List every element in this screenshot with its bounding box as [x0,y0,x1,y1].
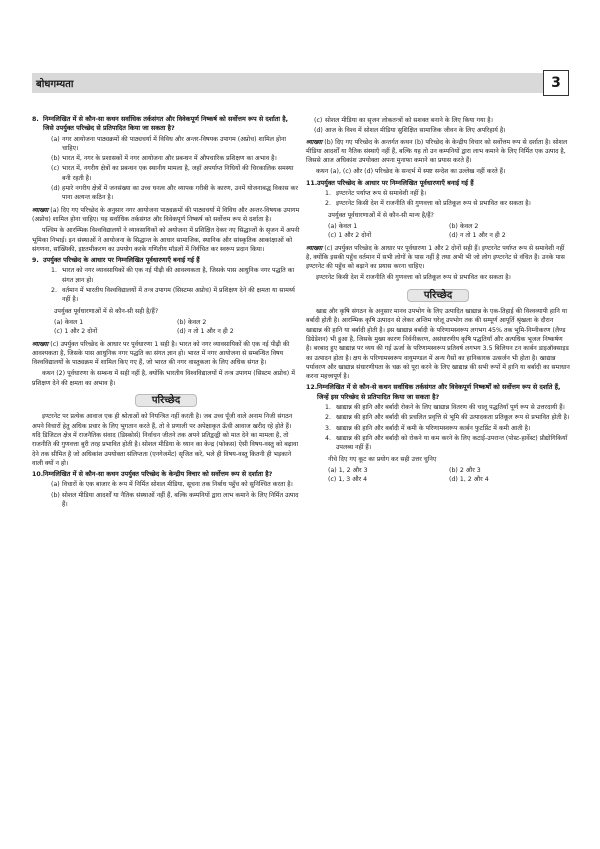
statement-1 [317,403,570,412]
option-label: (a) [51,481,60,489]
option-d [449,231,570,240]
option-text: सोशल मीडिया का सृजन लोकतन्त्रों को सशक्त बनाने के लिए किया गया है। [325,117,493,124]
option-text: न तो 1 और न ही 2 [459,232,506,240]
question-12 [306,383,570,484]
question-prompt: उपर्युक्त पूर्वधारणाओं में से कौन-सी मान्य है/हैं? [328,211,434,219]
section-heading [32,394,300,407]
question-text: निम्नलिखित में से कौन-सा कथन उपर्युक्त परिच्छेद के केन्द्रीय विचार को सर्वोत्तम रूप से दर्शाता है? [43,470,273,479]
explanation-text: (c) उपर्युक्त परिच्छेद के आधार पर पूर्वधारणा 1 सही है। भारत को नगर व्यावसायिकों की एक नई पीढ़ी की आवश्यकता है, जिसके पास आधुनिक नगर पद्धति का संगत ज्ञान हो। भारत में नगर आयोजना से सम्बन्धित विषय विश्वविद्यालयों के पाठ्यक्रम में शामिल किए गए हैं, जो भारत की नगर वास्तुकला के लिए अधिक संगत है। [32,340,290,367]
option-b [449,222,570,231]
option-text: 1, 3 और 4 [338,476,368,484]
statement-4 [317,434,570,453]
statement-label: 1. [51,267,57,275]
statement-text: खाद्यान्न की हानि और बर्बादी में कमी के परिणामस्वरूप कार्बन फुटप्रिंट में कमी आती है। [336,424,531,432]
option-text: नगर आयोजना पाठ्यक्रमों की पाठ्यचर्या में विविध और अन्तर-विषयक उपागम (अप्रोच) शामिल होना चाहिए। [62,135,287,152]
option-label: (d) [449,232,458,240]
option-label: (b) [51,155,60,163]
option-c [306,116,570,125]
option-a [43,480,300,489]
statement-label: 2. [325,200,331,208]
option-d [449,475,570,484]
option-text: भारत में, नगर के प्रशासकों में नगर आयोजना और प्रबन्धन में औपचारिक प्रशिक्षण का अभाव है। [62,155,277,163]
option-label: (b) [449,222,458,230]
option-c [328,231,449,240]
option-c [43,164,300,183]
options-grid [317,222,570,241]
header-title: बोधगम्यता [36,79,74,90]
question-11 [306,179,570,241]
statement-text: इण्टरनेट किसी देश में राजनीति की गुणवत्ता को प्रतिकूल रूप से प्रभावित कर सकता है। [336,200,531,208]
question-9 [32,256,300,336]
question-10 [32,470,300,509]
option-text: 1, 2 और 3 [338,466,368,474]
question-number: 12. [306,384,318,392]
explanation-label: व्याख्या [32,340,49,348]
passage-text: खाद्य और कृषि संगठन के अनुसार मानव उपभोग के लिए उत्पादित खाद्यान्न के एक-तिहाई की विश्वव्यापी हानि या बर्बादी होती है। आरम्भिक कृषि उत्पादन से लेकर अन्तिम घरेलू उपभोग तक की सम्पूर्ण आपूर्ति श्रृंखला के दौरान खाद्यान्न की हानि या बर्बादी होती है। इस खाद्यान्न बर्बादी के परिणामस्वरूप लगभग 45% तक भूमि-निम्नीकरण (लैण्ड डिग्रेडेशन) भी हुआ है, जिसके मुख्य कारण निर्वनीकरण, असंधारणीय कृषि पद्धतियाँ और अत्यधिक भूजल निष्कर्षण है। बरबाद हुए खाद्यान्न पर व्यय की गई ऊर्जा के परिणामस्वरूप प्रतिवर्ष लगभग 3.5 बिलियन टन कार्बन डाइऑक्साइड का उत्पादन होता है। क्षय के परिणामस्वरूप वायुमण्डल में अन्य गैसों का हानिकारक उत्सर्जन भी होता है। खाद्यान्न पर्यावरण और खाद्यान्न संधारणीयता के चक्र को पूरा करने के लिए खाद्यान्न की सभी रूपों में हानि या बर्बादी का समाधान करना महत्त्वपूर्ण है। [306,308,570,381]
question-number: 11. [306,179,318,187]
question-number: 10. [32,471,44,479]
options-grid [317,466,570,485]
statement-1 [43,266,300,285]
option-label: (c) [328,232,337,240]
option-text: 1 और 2 दोनों [64,328,98,336]
passage-text: इण्टरनेट पर प्रत्येक आवाज एक ही श्रोताओं को नियन्त्रित नहीं करती है। जब उच्च पूँजी वाले अनाम निजी संगठन अपने विचारों हेतु अधिक प्रचार के लिए भुगतान करते हैं, तो वे प्रणाली पर अपेक्षाकृत ऊँची आवाज खरीद रहे होते हैं। यदि डिजिटल क्षेत्र में राजनैतिक संवाद (डिस्कोर्स) निर्वाचन जीतने तक अपने प्रतिद्वन्द्वी को मात देने का मामला है, तो राजनीति की गुणवत्ता बुरी तरह प्रभावित होती है। सोशल मीडिया के ध्यान का केन्द्र (फोकस) ऐसी विषय-वस्तु को बढ़ावा देने तक सीमित है जो अधिकांश उपयोक्ता संलिप्तता (एनगेजमेंट) सृजित करे, भले ही विषय-वस्तु कितनी ही भड़काने वाली क्यों न हो। [32,413,299,467]
option-a [54,318,177,327]
option-text: हमारे नगरीय क्षेत्रों में जनसंख्या का उच्च घनत्व और व्यापक गरीबी के कारण, उनमें योजनाबद्ध विकास कर पाना अत्यन्त कठिन है। [62,185,298,202]
option-label: (d) [449,476,458,484]
running-header [32,73,569,93]
statement-label: 4. [325,434,331,442]
section-heading [306,289,570,302]
question-prompt: नीचे दिए गए कूट का प्रयोग कर सही उत्तर चुनिए [328,455,437,463]
explanation-text: (b) दिए गए परिच्छेद के अन्तर्गत कथन (b) परिच्छेद के केन्द्रीय विचार को सर्वोत्तम रूप से दर्शाता है। सोशल मीडिया आदर्शों या नैतिक संस्थाएँ नहीं हैं, बल्कि यह तो उन कम्पनियों द्वारा लाभ कमाने के लिए निर्मित एक उत्पाद है, जिससे आज अधिकांश उपयोक्ता अपना मुनाफा कमाने का प्रयास करते हैं। [306,138,568,165]
question-prompt: उपर्युक्त पूर्वधारणाओं में से कौन-सी सही है/हैं? [54,307,159,315]
option-c [328,475,449,484]
explanation-10-para2: कथन (a), (c) और (d) परिच्छेद के सन्दर्भ में स्पष्ट सन्देश का उल्लेख नहीं करते हैं। [316,168,506,176]
options-grid [43,318,300,337]
question-8 [32,115,300,203]
question-text: निम्नलिखित में से कौन-से कथन सर्वाधिक तर्कसंगत और विवेकपूर्ण निष्कर्षों को सर्वोत्तम रूप से दर्शाते हैं, जिन्हें इस परिच्छेद से प्रतिपादित किया जा सकता है? [317,383,561,401]
option-text: भारत में, नगरीय क्षेत्रों का प्रबन्धन एक स्थानीय मामला है, जहाँ अपर्याप्त निधियों की चिरकालिक समस्या बनी रहती है। [62,165,294,182]
question-text: उपर्युक्त परिच्छेद के आधार पर निम्नलिखित पूर्वधारणाएँ बनाई गई हैं [317,178,474,187]
option-text: 1, 2 और 4 [459,476,489,484]
statement-2 [317,413,570,422]
option-label: (b) [51,491,60,499]
option-text: केवल 1 [338,222,358,230]
option-text: केवल 2 [187,318,207,326]
option-label: (c) [51,165,60,173]
option-b [43,154,300,163]
statement-text: खाद्यान्न की हानि और बर्बादी रोकने के लिए खाद्यान्न वितरण की चालू पद्धतियाँ पूर्ण रूप से उत्तरदायी हैं। [336,404,565,412]
option-d [43,184,300,203]
option-text: आज के विश्व में सोशल मीडिया सुशिक्षित सामाजिक जीवन के लिए अपरिहार्य है। [325,127,506,135]
option-label: (c) [54,328,63,336]
statement-text: खाद्यान्न की हानि और बर्बादी की प्रचलित प्रवृत्ति से भूमि की उत्पादकता प्रतिकूल रूप से प्रभावित होती है। [336,414,570,422]
option-d [306,126,570,135]
option-b [177,318,300,327]
question-text: निम्नलिखित में से कौन-सा कथन सर्वाधिक तर्कसंगत और विवेकपूर्ण निष्कर्ष को सर्वोत्तम रूप से दर्शाता है, जिसे उपर्युक्त परिच्छेद से प्रतिपादित किया जा सकता है? [43,115,289,133]
explanation-10 [306,138,570,166]
statement-text: खाद्यान्न की हानि और बर्बादी को रोकने या कम करने के लिए कटाई-उपरान्त (पोस्ट-हार्वेस्ट) प्रौद्योगिकियाँ उपलब्ध नहीं हैं। [336,434,568,452]
statement-3 [317,424,570,433]
explanation-11-para2: इण्टरनेट किसी देश में राजनीति की गुणवत्ता को प्रतिकूल रूप से प्रभावित कर सकता है। [316,274,511,282]
question-number: 8. [32,116,39,123]
option-text: सोशल मीडिया आदर्शों या नैतिक संस्थाओं नहीं हैं, बल्कि कम्पनियों द्वारा लाभ कमाने के लिए निर्मित उत्पाद हैं। [62,491,299,508]
option-text: 1 और 2 दोनों [338,232,372,240]
page-number: 3 [543,70,569,96]
option-a [43,135,300,154]
explanation-9 [32,340,300,368]
right-column [306,115,570,487]
option-d [177,327,300,336]
option-b [449,466,570,475]
option-text: 2 और 3 [459,466,481,474]
explanation-8-para2: पश्चिम के आरम्भिक विश्वविद्यालयों ने व्यावसायिकों को अयोजना में प्रशिक्षित देकर नए सिद्धान्तों के सृजन में अपनी भूमिका निभाई। इन संस्थाओं ने आयोजना के सिद्धान्त के आधार सामाजिक, स्थानिक और सांस्कृतिक आकांक्षाओं को संगणना, सांख्यिकी, इष्टतमीकरण का उपयोग करके गणितीय मॉडलों में निर्वचित कर स्वरूप प्रदान किया। [32,227,300,253]
left-column [32,115,300,512]
option-label: (a) [328,222,337,230]
option-text: विचारों के एक बाजार के रूप में निर्मित सोशल मीडिया, सूचना तक निर्बाध पहुँच को सुनिश्चित करता है। [62,481,293,489]
option-a [328,466,449,475]
option-label: (a) [54,318,63,326]
explanation-label: व्याख्या [306,244,323,252]
statement-label: 1. [325,190,331,198]
option-label: (c) [314,117,323,124]
option-label: (d) [177,328,186,336]
option-text: केवल 1 [64,318,84,326]
statement-text: इण्टरनेट पर्याप्त रूप से समावेशी नहीं है। [336,190,427,198]
statement-label: 3. [325,424,331,432]
statement-label: 1. [325,404,331,412]
statement-2 [317,199,570,208]
passage-heading: परिच्छेद [135,394,197,407]
option-label: (c) [328,476,337,484]
statement-1 [317,189,570,198]
question-text: उपर्युक्त परिच्छेद के आधार पर निम्नलिखित पूर्वधारणाएँ बनाई गई हैं [43,256,200,265]
statement-text: भारत को नगर व्यावसायिकों की एक नई पीढ़ी की आवश्यकता है, जिसके पास आधुनिक नगर पद्धति का संगत ज्ञान हो। [62,267,295,284]
option-label: (a) [328,466,337,474]
explanation-text: (a) दिए गए परिच्छेद के अनुसार नगर आयोजना पाठ्यक्रमों की पाठ्यचर्या में विविध और अन्तर-विषयक उपागम (अप्रोच) शामिल होना चाहिए। यह सर्वाधिक तर्कसंगत और विवेकपूर्ण निष्कर्ष को सर्वोत्तम रूप से दर्शाता है। [32,206,300,223]
option-label: (b) [177,318,186,326]
question-number: 9. [32,257,39,265]
option-label: (d) [51,185,60,193]
option-text: न तो 1 और न ही 2 [187,328,234,336]
explanation-9-para2: कथन (2) पूर्वधारणा के सम्बन्ध में सही नहीं है, क्योंकि भारतीय विश्वविद्यालयों में तन्त्र उपागम (सिस्टम अप्रोच) में प्रशिक्षण देने की क्षमता का अभाव है। [32,370,295,387]
explanation-text: (c) उपर्युक्त परिच्छेद के आधार पर पूर्वधारणा 1 और 2 दोनों सही हैं। इण्टरनेट पर्याप्त रूप से समावेशी नहीं है, क्योंकि इसकी पहुँच वर्तमान में सभी लोगों के पास नहीं है तथा अभी भी जो लोग इण्टरनेट से वंचित हैं। उनके पास इण्टरनेट की पहुँच को बढ़ाने का प्रयास करना चाहिए। [306,244,565,271]
explanation-8 [32,206,300,225]
statement-2 [43,286,300,305]
explanation-11 [306,244,570,272]
statement-text: वर्तमान में भारतीय विश्वविद्यालयों में तन्त्र उपागम (सिस्टम्स अप्रोच) में प्रशिक्षण देने की क्षमता या सामर्थ्य नहीं है। [62,287,295,304]
explanation-label: व्याख्या [306,138,323,146]
passage-heading: परिच्छेद [407,289,469,302]
option-label: (a) [51,135,60,143]
option-c [54,327,177,336]
statement-label: 2. [51,287,57,295]
option-label: (d) [314,127,323,135]
option-text: केवल 2 [459,222,479,230]
option-b [43,491,300,510]
explanation-label: व्याख्या [32,206,49,214]
option-label: (b) [449,466,458,474]
statement-label: 2. [325,414,331,422]
option-a [328,222,449,231]
